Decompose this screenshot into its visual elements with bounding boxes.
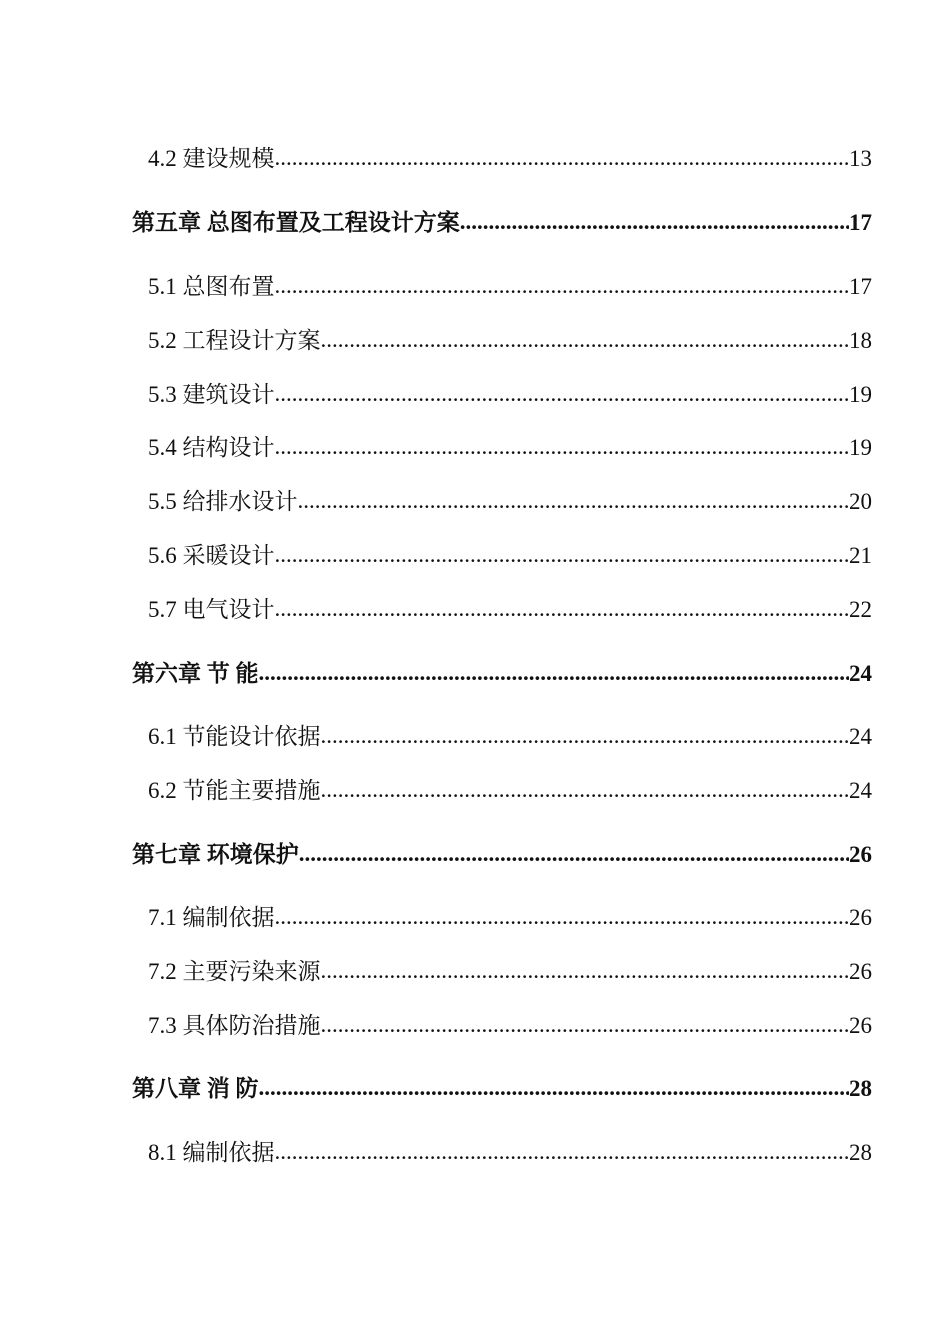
toc-entry-6-2[interactable] bbox=[148, 774, 872, 808]
toc-entry-page: 24 bbox=[849, 724, 872, 749]
toc-entry-label: 7.2 主要污染来源 bbox=[148, 959, 321, 984]
dot-leader bbox=[321, 954, 850, 988]
toc-entry-page: 18 bbox=[849, 328, 872, 353]
dot-leader bbox=[275, 900, 850, 934]
toc-entry-5-7[interactable] bbox=[148, 593, 872, 627]
toc-entry-4-2[interactable] bbox=[148, 142, 872, 176]
toc-chapter-page: 24 bbox=[849, 661, 872, 686]
dot-leader bbox=[321, 773, 850, 807]
toc-entry-5-4[interactable] bbox=[148, 431, 872, 465]
toc-entry-5-2[interactable] bbox=[148, 324, 872, 358]
toc-entry-label: 5.7 电气设计 bbox=[148, 597, 275, 622]
toc-entry-page: 21 bbox=[849, 543, 872, 568]
toc-chapter-label: 第八章 消 防 bbox=[132, 1076, 259, 1101]
toc-entry-label: 7.3 具体防治措施 bbox=[148, 1013, 321, 1038]
toc-entry-7-1[interactable] bbox=[148, 901, 872, 935]
toc-entry-page: 17 bbox=[849, 274, 872, 299]
toc-entry-page: 22 bbox=[849, 597, 872, 622]
toc-entry-label: 5.6 采暖设计 bbox=[148, 543, 275, 568]
toc-chapter-page: 28 bbox=[849, 1076, 872, 1101]
dot-leader bbox=[321, 1008, 850, 1042]
toc-entry-label: 5.2 工程设计方案 bbox=[148, 328, 321, 353]
toc-chapter-page: 26 bbox=[849, 842, 872, 867]
toc-entry-label: 5.1 总图布置 bbox=[148, 274, 275, 299]
dot-leader bbox=[259, 656, 850, 690]
toc-entry-7-3[interactable] bbox=[148, 1009, 872, 1043]
dot-leader bbox=[275, 430, 850, 464]
toc-entry-page: 26 bbox=[849, 905, 872, 930]
toc-entry-label: 6.1 节能设计依据 bbox=[148, 724, 321, 749]
toc-entry-5-5[interactable] bbox=[148, 485, 872, 519]
toc-entry-label: 5.4 结构设计 bbox=[148, 435, 275, 460]
toc-entry-5-6[interactable] bbox=[148, 539, 872, 573]
dot-leader bbox=[275, 592, 850, 626]
toc-entry-label: 5.5 给排水设计 bbox=[148, 489, 298, 514]
toc-entry-page: 13 bbox=[849, 146, 872, 171]
dot-leader bbox=[298, 484, 850, 518]
toc-chapter-7[interactable] bbox=[132, 838, 872, 872]
toc-chapter-8[interactable] bbox=[132, 1072, 872, 1106]
dot-leader bbox=[275, 377, 850, 411]
toc-entry-page: 19 bbox=[849, 382, 872, 407]
toc-chapter-6[interactable] bbox=[132, 657, 872, 691]
toc-chapter-page: 17 bbox=[849, 210, 872, 235]
toc-entry-label: 4.2 建设规模 bbox=[148, 146, 275, 171]
toc-entry-page: 28 bbox=[849, 1140, 872, 1165]
toc-entry-5-3[interactable] bbox=[148, 378, 872, 412]
dot-leader bbox=[321, 323, 850, 357]
dot-leader bbox=[275, 269, 850, 303]
dot-leader bbox=[299, 837, 849, 871]
toc-entry-5-1[interactable] bbox=[148, 270, 872, 304]
toc-chapter-label: 第六章 节 能 bbox=[132, 661, 259, 686]
dot-leader bbox=[275, 141, 850, 175]
toc-entry-8-1[interactable] bbox=[148, 1136, 872, 1170]
toc-entry-7-2[interactable] bbox=[148, 955, 872, 989]
dot-leader bbox=[275, 1135, 850, 1169]
toc-entry-label: 8.1 编制依据 bbox=[148, 1140, 275, 1165]
dot-leader bbox=[460, 205, 849, 239]
toc-entry-label: 7.1 编制依据 bbox=[148, 905, 275, 930]
dot-leader bbox=[275, 538, 850, 572]
toc-entry-page: 20 bbox=[849, 489, 872, 514]
toc-entry-label: 6.2 节能主要措施 bbox=[148, 778, 321, 803]
toc-entry-page: 19 bbox=[849, 435, 872, 460]
toc-entry-page: 24 bbox=[849, 778, 872, 803]
toc-entry-page: 26 bbox=[849, 959, 872, 984]
dot-leader bbox=[259, 1071, 850, 1105]
toc-entry-page: 26 bbox=[849, 1013, 872, 1038]
toc-chapter-label: 第七章 环境保护 bbox=[132, 842, 299, 867]
toc-entry-6-1[interactable] bbox=[148, 720, 872, 754]
toc-entry-label: 5.3 建筑设计 bbox=[148, 382, 275, 407]
toc-chapter-5[interactable] bbox=[132, 206, 872, 240]
toc-chapter-label: 第五章 总图布置及工程设计方案 bbox=[132, 210, 460, 235]
dot-leader bbox=[321, 719, 850, 753]
